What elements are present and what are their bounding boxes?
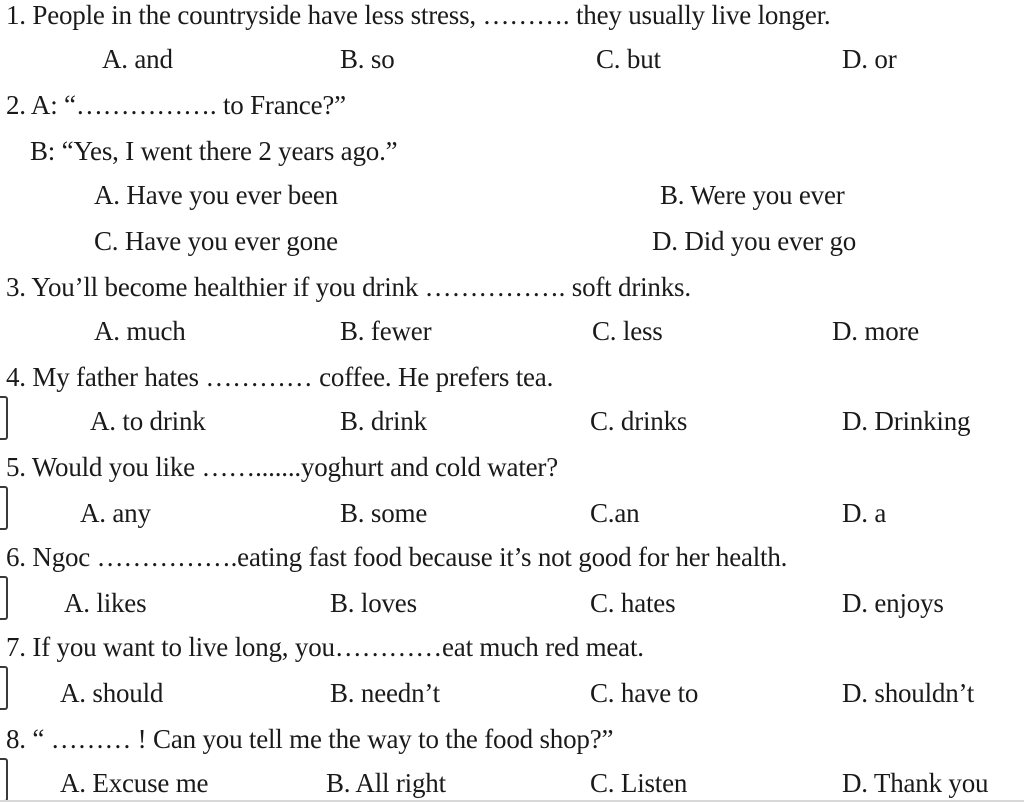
question-1-option-c[interactable]: C. but: [596, 44, 661, 74]
question-1-option-a[interactable]: A. and: [102, 44, 173, 74]
question-5-option-c[interactable]: C.an: [590, 498, 640, 528]
question-1-option-d[interactable]: D. or: [842, 44, 897, 74]
margin-bracket: [0, 396, 8, 440]
question-2-option-b[interactable]: B. Were you ever: [660, 180, 845, 210]
question-5-stem: 5. Would you like …….......yoghurt and cold water?: [6, 452, 558, 482]
question-8-stem: 8. “ ……… ! Can you tell me the way to the food shop?”: [6, 724, 614, 754]
question-5-option-b[interactable]: B. some: [340, 498, 428, 528]
question-4-option-c[interactable]: C. drinks: [590, 406, 688, 436]
question-5-option-a[interactable]: A. any: [80, 498, 151, 528]
question-6-option-b[interactable]: B. loves: [330, 588, 417, 618]
question-8-option-b[interactable]: B. All right: [326, 768, 446, 798]
question-7-option-c[interactable]: C. have to: [590, 678, 699, 708]
question-7-option-a[interactable]: A. should: [60, 678, 164, 708]
question-4-option-b[interactable]: B. drink: [340, 406, 427, 436]
question-6-stem: 6. Ngoc …………….eating fast food because it’s not good for her health.: [6, 542, 788, 572]
margin-bracket: [0, 758, 8, 802]
question-3-option-a[interactable]: A. much: [94, 316, 186, 346]
question-8-option-a[interactable]: A. Excuse me: [60, 768, 209, 798]
question-2-option-a[interactable]: A. Have you ever been: [94, 180, 338, 210]
question-6-option-d[interactable]: D. enjoys: [842, 588, 944, 618]
question-6-option-c[interactable]: C. hates: [590, 588, 676, 618]
question-7-stem: 7. If you want to live long, you…………eat much red meat.: [6, 632, 644, 662]
question-7-option-b[interactable]: B. needn’t: [330, 678, 440, 708]
margin-bracket: [0, 666, 8, 710]
margin-bracket: [0, 576, 8, 620]
question-4-option-a[interactable]: A. to drink: [90, 406, 206, 436]
question-3-option-b[interactable]: B. fewer: [340, 316, 432, 346]
question-8-option-d[interactable]: D. Thank you: [842, 768, 989, 798]
margin-bracket: [0, 486, 8, 530]
question-2-stem: 2. A: “……………. to France?”: [6, 90, 346, 120]
question-1-stem: 1. People in the countryside have less stress, ………. they usually live longer.: [6, 0, 831, 30]
question-2-option-d[interactable]: D. Did you ever go: [652, 226, 857, 256]
question-8-option-c[interactable]: C. Listen: [590, 768, 688, 798]
question-5-option-d[interactable]: D. a: [842, 498, 887, 528]
question-3-stem: 3. You’ll become healthier if you drink ……………. soft drinks.: [6, 272, 691, 302]
question-2-option-c[interactable]: C. Have you ever gone: [94, 226, 338, 256]
question-6-option-a[interactable]: A. likes: [64, 588, 147, 618]
question-3-option-d[interactable]: D. more: [832, 316, 920, 346]
question-7-option-d[interactable]: D. shouldn’t: [842, 678, 975, 708]
question-3-option-c[interactable]: C. less: [592, 316, 663, 346]
question-1-option-b[interactable]: B. so: [340, 44, 395, 74]
question-2-stem-b: B: “Yes, I went there 2 years ago.”: [30, 136, 398, 166]
question-4-option-d[interactable]: D. Drinking: [842, 406, 971, 436]
question-4-stem: 4. My father hates ………… coffee. He prefers tea.: [6, 362, 554, 392]
